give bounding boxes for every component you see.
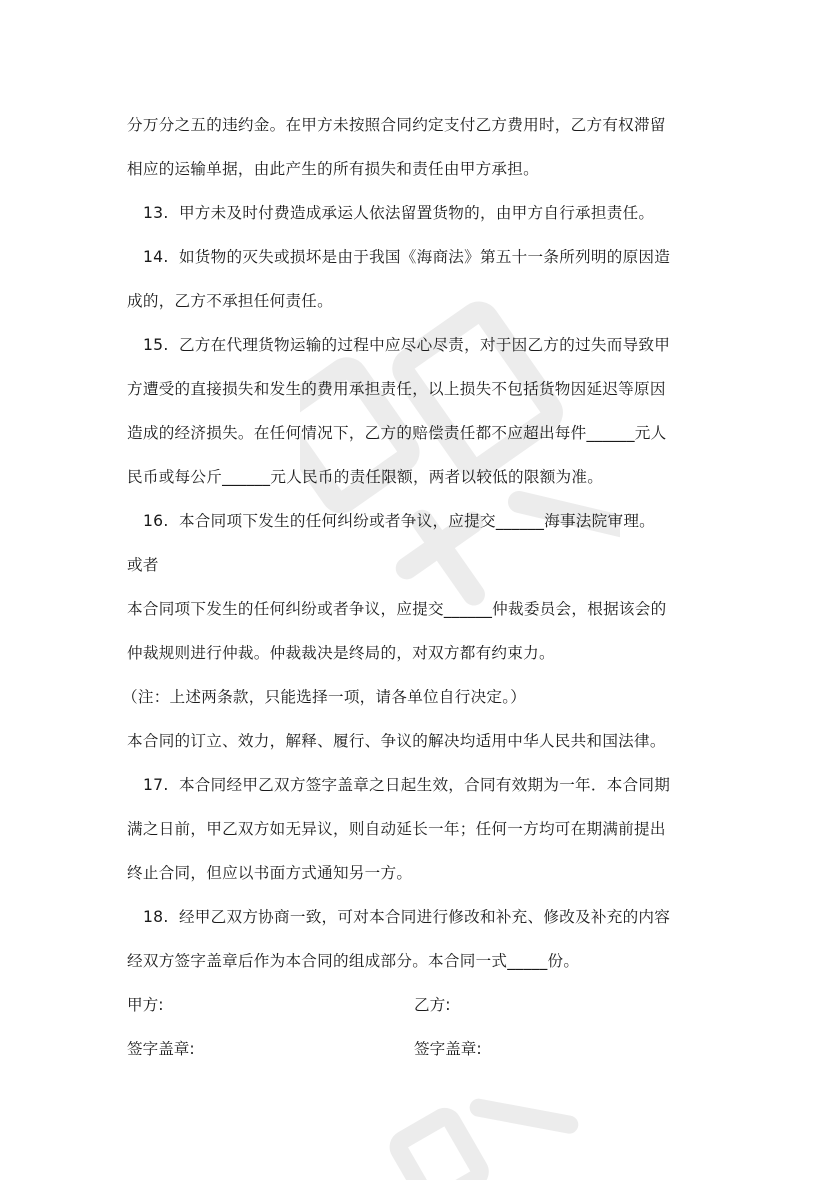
text-line: 造成的经济损失。在任何情况下，乙方的赔偿责任都不应超出每件______元人 (127, 424, 667, 442)
text-line: 经双方签字盖章后作为本合同的组成部分。本合同一式_____份。 (127, 952, 580, 970)
seal-b-label: 签字盖章: (414, 1040, 482, 1058)
clause-18: 18. 经甲乙双方协商一致，可对本合同进行修改和补充、修改及补充的内容 (143, 908, 671, 926)
text-line: 终止合同，但应以书面方式通知另一方。 (127, 864, 413, 882)
text-line: 本合同的订立、效力，解释、履行、争议的解决均适用中华人民共和国法律。 (127, 732, 666, 750)
clause-15: 15. 乙方在代理货物运输的过程中应尽心尽责，对于因乙方的过失而导致甲 (143, 336, 671, 354)
text-line: 或者 (127, 556, 159, 574)
text-line: 相应的运输单据，由此产生的所有损失和责任由甲方承担。 (127, 160, 539, 178)
seal-a-label: 签字盖章: (127, 1040, 195, 1058)
text-line: 仲裁规则进行仲裁。仲裁裁决是终局的，对双方都有约束力。 (127, 644, 555, 662)
text-line: 方遭受的直接损失和发生的费用承担责任，以上损失不包括货物因延迟等原因 (127, 380, 666, 398)
text-line: 民币或每公斤______元人民币的责任限额，两者以较低的限额为准。 (127, 468, 604, 486)
watermark-logo-bottom (380, 1080, 580, 1180)
clause-13: 13. 甲方未及时付费造成承运人依法留置货物的，由甲方自行承担责任。 (143, 204, 655, 222)
text-line: 成的，乙方不承担任何责任。 (127, 292, 333, 310)
text-line: 分万分之五的违约金。在甲方未按照合同约定支付乙方费用时，乙方有权滞留 (127, 116, 666, 134)
party-a-label: 甲方: (127, 996, 164, 1014)
clause-16: 16. 本合同项下发生的任何纠纷或者争议，应提交______海事法院审理。 (143, 512, 656, 530)
party-b-label: 乙方: (414, 996, 451, 1014)
text-line: 本合同项下发生的任何纠纷或者争议，应提交______仲裁委员会，根据该会的 (127, 600, 667, 618)
clause-14: 14. 如货物的灭失或损坏是由于我国《海商法》第五十一条所列明的原因造 (143, 248, 671, 266)
note-line: （注：上述两条款，只能选择一项，请各单位自行决定。） (122, 688, 527, 706)
text-line: 满之日前，甲乙双方如无异议，则自动延长一年；任何一方均可在期满前提出 (127, 820, 666, 838)
clause-17: 17. 本合同经甲乙双方签字盖章之日起生效，合同有效期为一年．本合同期 (143, 776, 671, 794)
